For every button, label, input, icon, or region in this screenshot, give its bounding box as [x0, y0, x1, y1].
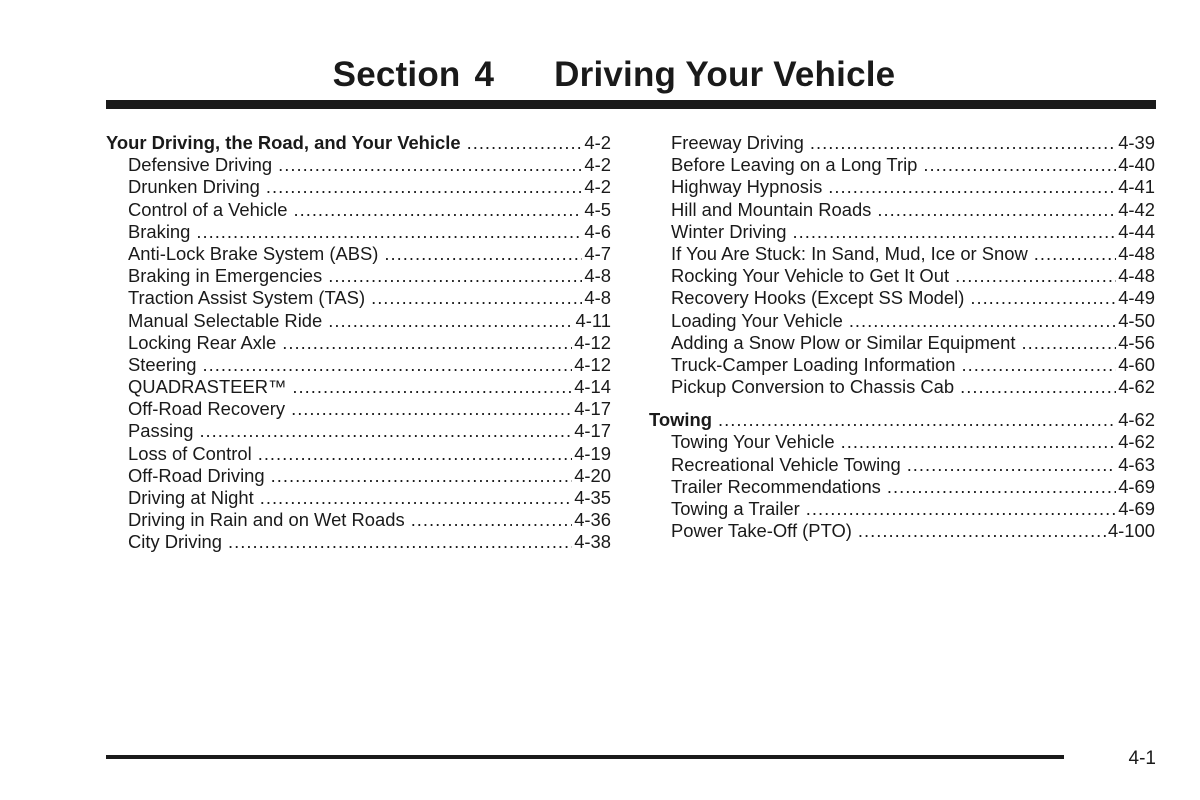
toc-entry-page: 4-62	[1118, 409, 1155, 431]
toc-entry-label: Driving at Night	[128, 487, 254, 508]
section-title: Driving Your Vehicle	[554, 55, 896, 94]
toc-entry-page: 4-6	[584, 220, 611, 242]
dot-leader	[199, 420, 572, 442]
toc-entry-label: Your Driving, the Road, and Your Vehicle	[106, 132, 461, 153]
dot-leader	[282, 332, 572, 354]
dot-leader	[907, 454, 1117, 476]
toc-entry-anti-lock-brake-system-abs[interactable]	[106, 243, 611, 265]
toc-entry-label: Power Take-Off (PTO)	[671, 520, 852, 542]
toc-entry-off-road-driving[interactable]	[106, 465, 611, 487]
toc-group-road-driving	[649, 132, 1155, 398]
dot-leader	[260, 487, 572, 509]
toc-entry-label: Highway Hypnosis	[671, 176, 823, 198]
header-rule	[106, 100, 1156, 109]
toc-entry-page: 4-62	[1118, 376, 1155, 398]
toc-entry-label: Steering	[128, 353, 197, 375]
toc-entry-if-you-are-stuck-in-sand-mud-ice-or-snow[interactable]	[649, 243, 1155, 265]
toc-entry-page: 4-12	[574, 353, 611, 375]
dot-leader	[841, 431, 1117, 453]
toc-entry-page: 4-50	[1118, 309, 1155, 331]
toc-entry-page: 4-62	[1118, 431, 1155, 453]
toc-entry-winter-driving[interactable]	[649, 221, 1155, 243]
toc-entry-page: 4-2	[584, 154, 611, 176]
toc-entry-power-take-off-pto[interactable]	[649, 520, 1155, 542]
toc-entry-page: 4-8	[584, 287, 611, 309]
toc-column-right	[649, 132, 1155, 542]
dot-leader	[292, 376, 572, 398]
page-number: 4-1	[1128, 748, 1156, 769]
toc-heading-your-driving-the-road-and-your-vehicle[interactable]	[106, 132, 611, 154]
toc-entry-page: 4-100	[1107, 520, 1155, 542]
toc-entry-recovery-hooks-except-ss-model[interactable]	[649, 287, 1155, 309]
toc-entry-page: 4-48	[1118, 242, 1155, 264]
toc-entry-label: Anti-Lock Brake System (ABS)	[128, 242, 379, 264]
dot-leader	[271, 465, 573, 487]
toc-entry-page: 4-41	[1118, 176, 1155, 198]
dot-leader	[258, 443, 572, 465]
toc-entry-label: Hill and Mountain Roads	[671, 198, 872, 220]
toc-entry-label: If You Are Stuck: In Sand, Mud, Ice or Snow	[671, 242, 1028, 264]
toc-heading-towing[interactable]	[649, 409, 1155, 431]
toc-entry-label: Adding a Snow Plow or Similar Equipment	[671, 331, 1016, 353]
dot-leader	[371, 287, 582, 309]
toc-entry-before-leaving-on-a-long-trip[interactable]	[649, 154, 1155, 176]
toc-entry-label: Braking	[128, 220, 191, 242]
toc-entry-page: 4-17	[574, 420, 611, 442]
dot-leader	[792, 221, 1116, 243]
toc-entry-label: Trailer Recommendations	[671, 475, 881, 497]
dot-leader	[328, 265, 582, 287]
dot-leader	[203, 354, 573, 376]
dot-leader	[228, 531, 572, 553]
toc-column-left	[106, 132, 611, 554]
dot-leader	[1021, 332, 1116, 354]
dot-leader	[810, 132, 1116, 154]
dot-leader	[806, 498, 1116, 520]
dot-leader	[411, 509, 573, 531]
toc-entry-page: 4-12	[574, 331, 611, 353]
toc-entry-locking-rear-axle[interactable]	[106, 332, 611, 354]
toc-entry-label: Driving in Rain and on Wet Roads	[128, 509, 405, 531]
toc-entry-label: Manual Selectable Ride	[128, 309, 323, 331]
toc-entry-defensive-driving[interactable]	[106, 154, 611, 176]
dot-leader	[970, 287, 1116, 309]
dot-leader	[278, 154, 582, 176]
dot-leader	[384, 243, 582, 265]
dot-leader	[877, 199, 1116, 221]
toc-entry-manual-selectable-ride[interactable]	[106, 310, 611, 332]
dot-leader	[293, 199, 582, 221]
toc-entry-page: 4-19	[574, 442, 611, 464]
toc-entry-adding-a-snow-plow-or-similar-equipment[interactable]	[649, 332, 1155, 354]
toc-entry-page: 4-8	[584, 265, 611, 287]
toc-entry-label: Towing Your Vehicle	[671, 431, 835, 453]
toc-entry-driving-in-rain-and-on-wet-roads[interactable]	[106, 509, 611, 531]
group-spacer	[649, 398, 1155, 409]
dot-leader	[923, 154, 1116, 176]
toc-entry-hill-and-mountain-roads[interactable]	[649, 199, 1155, 221]
toc-entry-passing[interactable]	[106, 420, 611, 442]
toc-entry-page: 4-17	[574, 398, 611, 420]
toc-entry-drunken-driving[interactable]	[106, 176, 611, 198]
toc-entry-page: 4-63	[1118, 453, 1155, 475]
section-number: 4	[474, 55, 495, 94]
dot-leader	[960, 376, 1116, 398]
toc-entry-rocking-your-vehicle-to-get-it-out[interactable]	[649, 265, 1155, 287]
toc-entry-label: QUADRASTEER™	[128, 376, 287, 398]
page-title	[0, 55, 1200, 95]
toc-entry-label: Braking in Emergencies	[128, 265, 323, 287]
dot-leader	[291, 398, 572, 420]
toc-entry-pickup-conversion-to-chassis-cab[interactable]	[649, 376, 1155, 398]
toc-entry-page: 4-69	[1118, 498, 1155, 519]
toc-entry-trailer-recommendations[interactable]	[649, 476, 1155, 498]
toc-entry-page: 4-42	[1118, 198, 1155, 220]
toc-entry-label: City Driving	[128, 531, 223, 553]
toc-entry-label: Truck-Camper Loading Information	[671, 353, 956, 375]
toc-entry-label: Towing	[649, 409, 712, 431]
toc-entry-truck-camper-loading-information[interactable]	[649, 354, 1155, 376]
toc-entry-braking-in-emergencies[interactable]	[106, 265, 611, 287]
section-word: Section	[332, 55, 461, 94]
toc-entry-label: Winter Driving	[671, 220, 787, 242]
dot-leader	[955, 265, 1116, 287]
toc-entry-page: 4-49	[1118, 287, 1155, 309]
toc-entry-label: Loading Your Vehicle	[671, 309, 843, 331]
toc-entry-label: Locking Rear Axle	[128, 331, 277, 353]
toc-entry-page: 4-20	[574, 464, 611, 486]
toc-entry-driving-at-night[interactable]	[106, 487, 611, 509]
toc-entry-traction-assist-system-tas[interactable]	[106, 287, 611, 309]
dot-leader	[858, 520, 1106, 542]
toc-entry-label: Off-Road Recovery	[128, 398, 286, 420]
toc-entry-label: Before Leaving on a Long Trip	[671, 154, 918, 176]
toc-entry-page: 4-44	[1118, 220, 1155, 242]
toc-entry-page: 4-56	[1118, 331, 1155, 353]
toc-entry-page: 4-14	[574, 376, 611, 398]
toc-entry-towing-a-trailer[interactable]	[649, 498, 1155, 520]
toc-entry-label: Freeway Driving	[671, 132, 804, 153]
toc-entry-page: 4-2	[584, 132, 611, 153]
toc-entry-label: Drunken Driving	[128, 176, 260, 198]
toc-group-towing	[649, 409, 1155, 542]
toc-entry-freeway-driving[interactable]	[649, 132, 1155, 154]
footer-rule	[106, 755, 1064, 759]
dot-leader	[1034, 243, 1116, 265]
toc-entry-quadrasteer[interactable]	[106, 376, 611, 398]
toc-entry-label: Towing a Trailer	[671, 498, 800, 519]
dot-leader	[962, 354, 1117, 376]
toc-entry-label: Pickup Conversion to Chassis Cab	[671, 376, 955, 398]
dot-leader	[196, 221, 582, 243]
toc-entry-steering[interactable]	[106, 354, 611, 376]
toc-entry-page: 4-35	[574, 487, 611, 508]
toc-entry-label: Rocking Your Vehicle to Get It Out	[671, 265, 950, 287]
toc-entry-page: 4-2	[584, 176, 611, 198]
toc-entry-city-driving[interactable]	[106, 531, 611, 553]
dot-leader	[467, 132, 583, 154]
toc-entry-label: Off-Road Driving	[128, 464, 265, 486]
dot-leader	[828, 176, 1116, 198]
toc-entry-page: 4-7	[584, 242, 611, 264]
toc-entry-highway-hypnosis[interactable]	[649, 176, 1155, 198]
toc-entry-label: Traction Assist System (TAS)	[128, 287, 366, 309]
toc-entry-recreational-vehicle-towing[interactable]	[649, 454, 1155, 476]
toc-entry-control-of-a-vehicle[interactable]	[106, 199, 611, 221]
toc-entry-page: 4-5	[584, 198, 611, 220]
toc-entry-label: Recovery Hooks (Except SS Model)	[671, 287, 965, 309]
toc-entry-page: 4-48	[1118, 265, 1155, 287]
toc-entry-page: 4-69	[1118, 475, 1155, 497]
toc-entry-label: Control of a Vehicle	[128, 198, 288, 220]
toc-entry-page: 4-40	[1118, 154, 1155, 176]
dot-leader	[266, 176, 583, 198]
toc-entry-label: Recreational Vehicle Towing	[671, 453, 901, 475]
toc-entry-page: 4-60	[1118, 353, 1155, 375]
toc-entry-loss-of-control[interactable]	[106, 443, 611, 465]
toc-entry-off-road-recovery[interactable]	[106, 398, 611, 420]
toc-entry-label: Passing	[128, 420, 194, 442]
toc-entry-braking[interactable]	[106, 221, 611, 243]
dot-leader	[718, 409, 1116, 431]
toc-entry-loading-your-vehicle[interactable]	[649, 310, 1155, 332]
toc-entry-page: 4-11	[575, 309, 611, 331]
dot-leader	[328, 310, 573, 332]
toc-entry-towing-your-vehicle[interactable]	[649, 431, 1155, 453]
toc-entry-page: 4-38	[574, 531, 611, 553]
dot-leader	[887, 476, 1116, 498]
toc-entry-label: Defensive Driving	[128, 154, 273, 176]
toc-entry-page: 4-36	[574, 509, 611, 531]
toc-entry-label: Loss of Control	[128, 442, 252, 464]
dot-leader	[849, 310, 1116, 332]
toc-entry-page: 4-39	[1118, 132, 1155, 153]
